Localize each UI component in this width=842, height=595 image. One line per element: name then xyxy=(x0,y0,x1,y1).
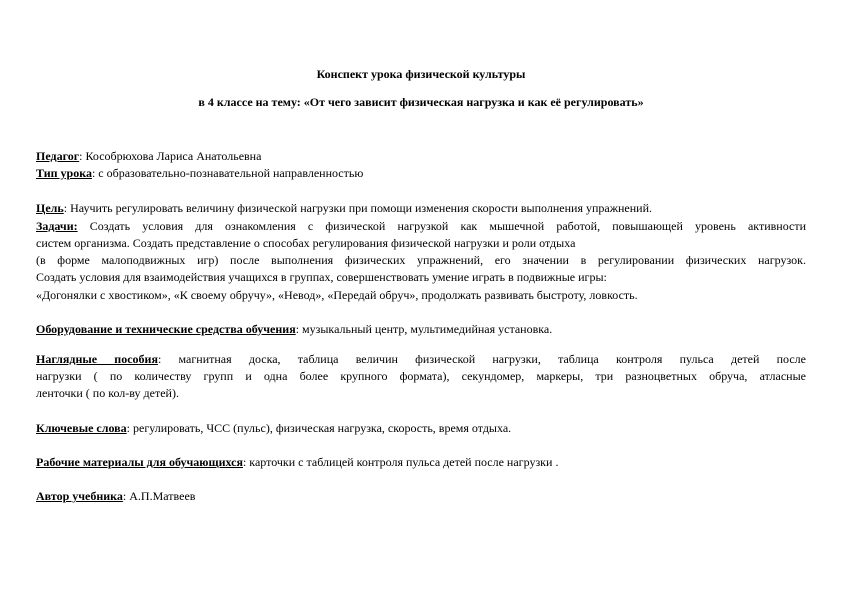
goal-line xyxy=(36,201,652,215)
lesson-type-label: Тип урока xyxy=(36,166,92,180)
author-value: : А.П.Матвеев xyxy=(122,489,196,503)
author-line xyxy=(36,489,195,503)
visual-aids-text-1: : магнитная доска, таблица величин физической нагрузки, таблица контроля пульса детей после xyxy=(157,352,806,366)
goal-value: : Научить регулировать величину физической нагрузки при помощи изменения скорости выполнения упражнений. xyxy=(63,201,653,215)
keywords-label: Ключевые слова xyxy=(36,421,127,435)
keywords-line xyxy=(36,421,511,435)
materials-label: Рабочие материалы для обучающихся xyxy=(36,455,243,469)
tasks-line-5: «Догонялки с хвостиком», «К своему обручу», «Невод», «Передай обруч», продолжать развивать быстроту, ловкость. xyxy=(36,288,638,302)
equipment-value: : музыкальный центр, мультимедийная установка. xyxy=(295,322,553,336)
tasks-line-2: систем организма. Создать представление о способах регулирования физической нагрузки и роли отдыха xyxy=(36,236,576,250)
tasks-line-4: Создать условия для взаимодействия учащихся в группах, совершенствовать умение играть в подвижные игры: xyxy=(36,270,607,284)
teacher-value: : Кособрюхова Лариса Анатольевна xyxy=(79,149,262,163)
visual-aids-line-2: нагрузки ( по количеству групп и одна более крупного формата), секундомер, маркеры, три разноцветных обруча, атласные xyxy=(36,369,806,383)
teacher-label: Педагог xyxy=(36,149,80,163)
keywords-value: : регулировать, ЧСС (пульс), физическая нагрузка, скорость, время отдыха. xyxy=(126,421,512,435)
visual-aids-line-1 xyxy=(36,352,806,366)
author-label: Автор учебника xyxy=(36,489,123,503)
teacher-line xyxy=(36,149,261,163)
tasks-line-1 xyxy=(36,219,806,233)
lesson-type-line xyxy=(36,166,363,180)
materials-value: : карточки с таблицей контроля пульса детей после нагрузки . xyxy=(242,455,559,469)
title-line-2: в 4 классе на тему: «От чего зависит физическая нагрузка и как её регулировать» xyxy=(198,95,644,109)
tasks-line-3: (в форме малоподвижных игр) после выполнения физических упражнений, его значении в регулировании физических нагрузок. xyxy=(36,253,806,267)
title-line-1: Конспект урока физической культуры xyxy=(316,67,526,81)
lesson-type-value: : с образовательно-познавательной направленностью xyxy=(91,166,364,180)
visual-aids-label: Наглядные пособия xyxy=(36,352,158,366)
goal-label: Цель xyxy=(36,201,64,215)
tasks-text-1: Создать условия для ознакомления с физической нагрузкой как мышечной работой, повышающей уровень активности xyxy=(77,219,806,233)
equipment-label: Оборудование и технические средства обучения xyxy=(36,322,296,336)
materials-line xyxy=(36,455,558,469)
visual-aids-line-3: ленточки ( по кол-ву детей). xyxy=(36,386,179,400)
tasks-label: Задачи: xyxy=(36,219,78,233)
equipment-line xyxy=(36,322,552,336)
